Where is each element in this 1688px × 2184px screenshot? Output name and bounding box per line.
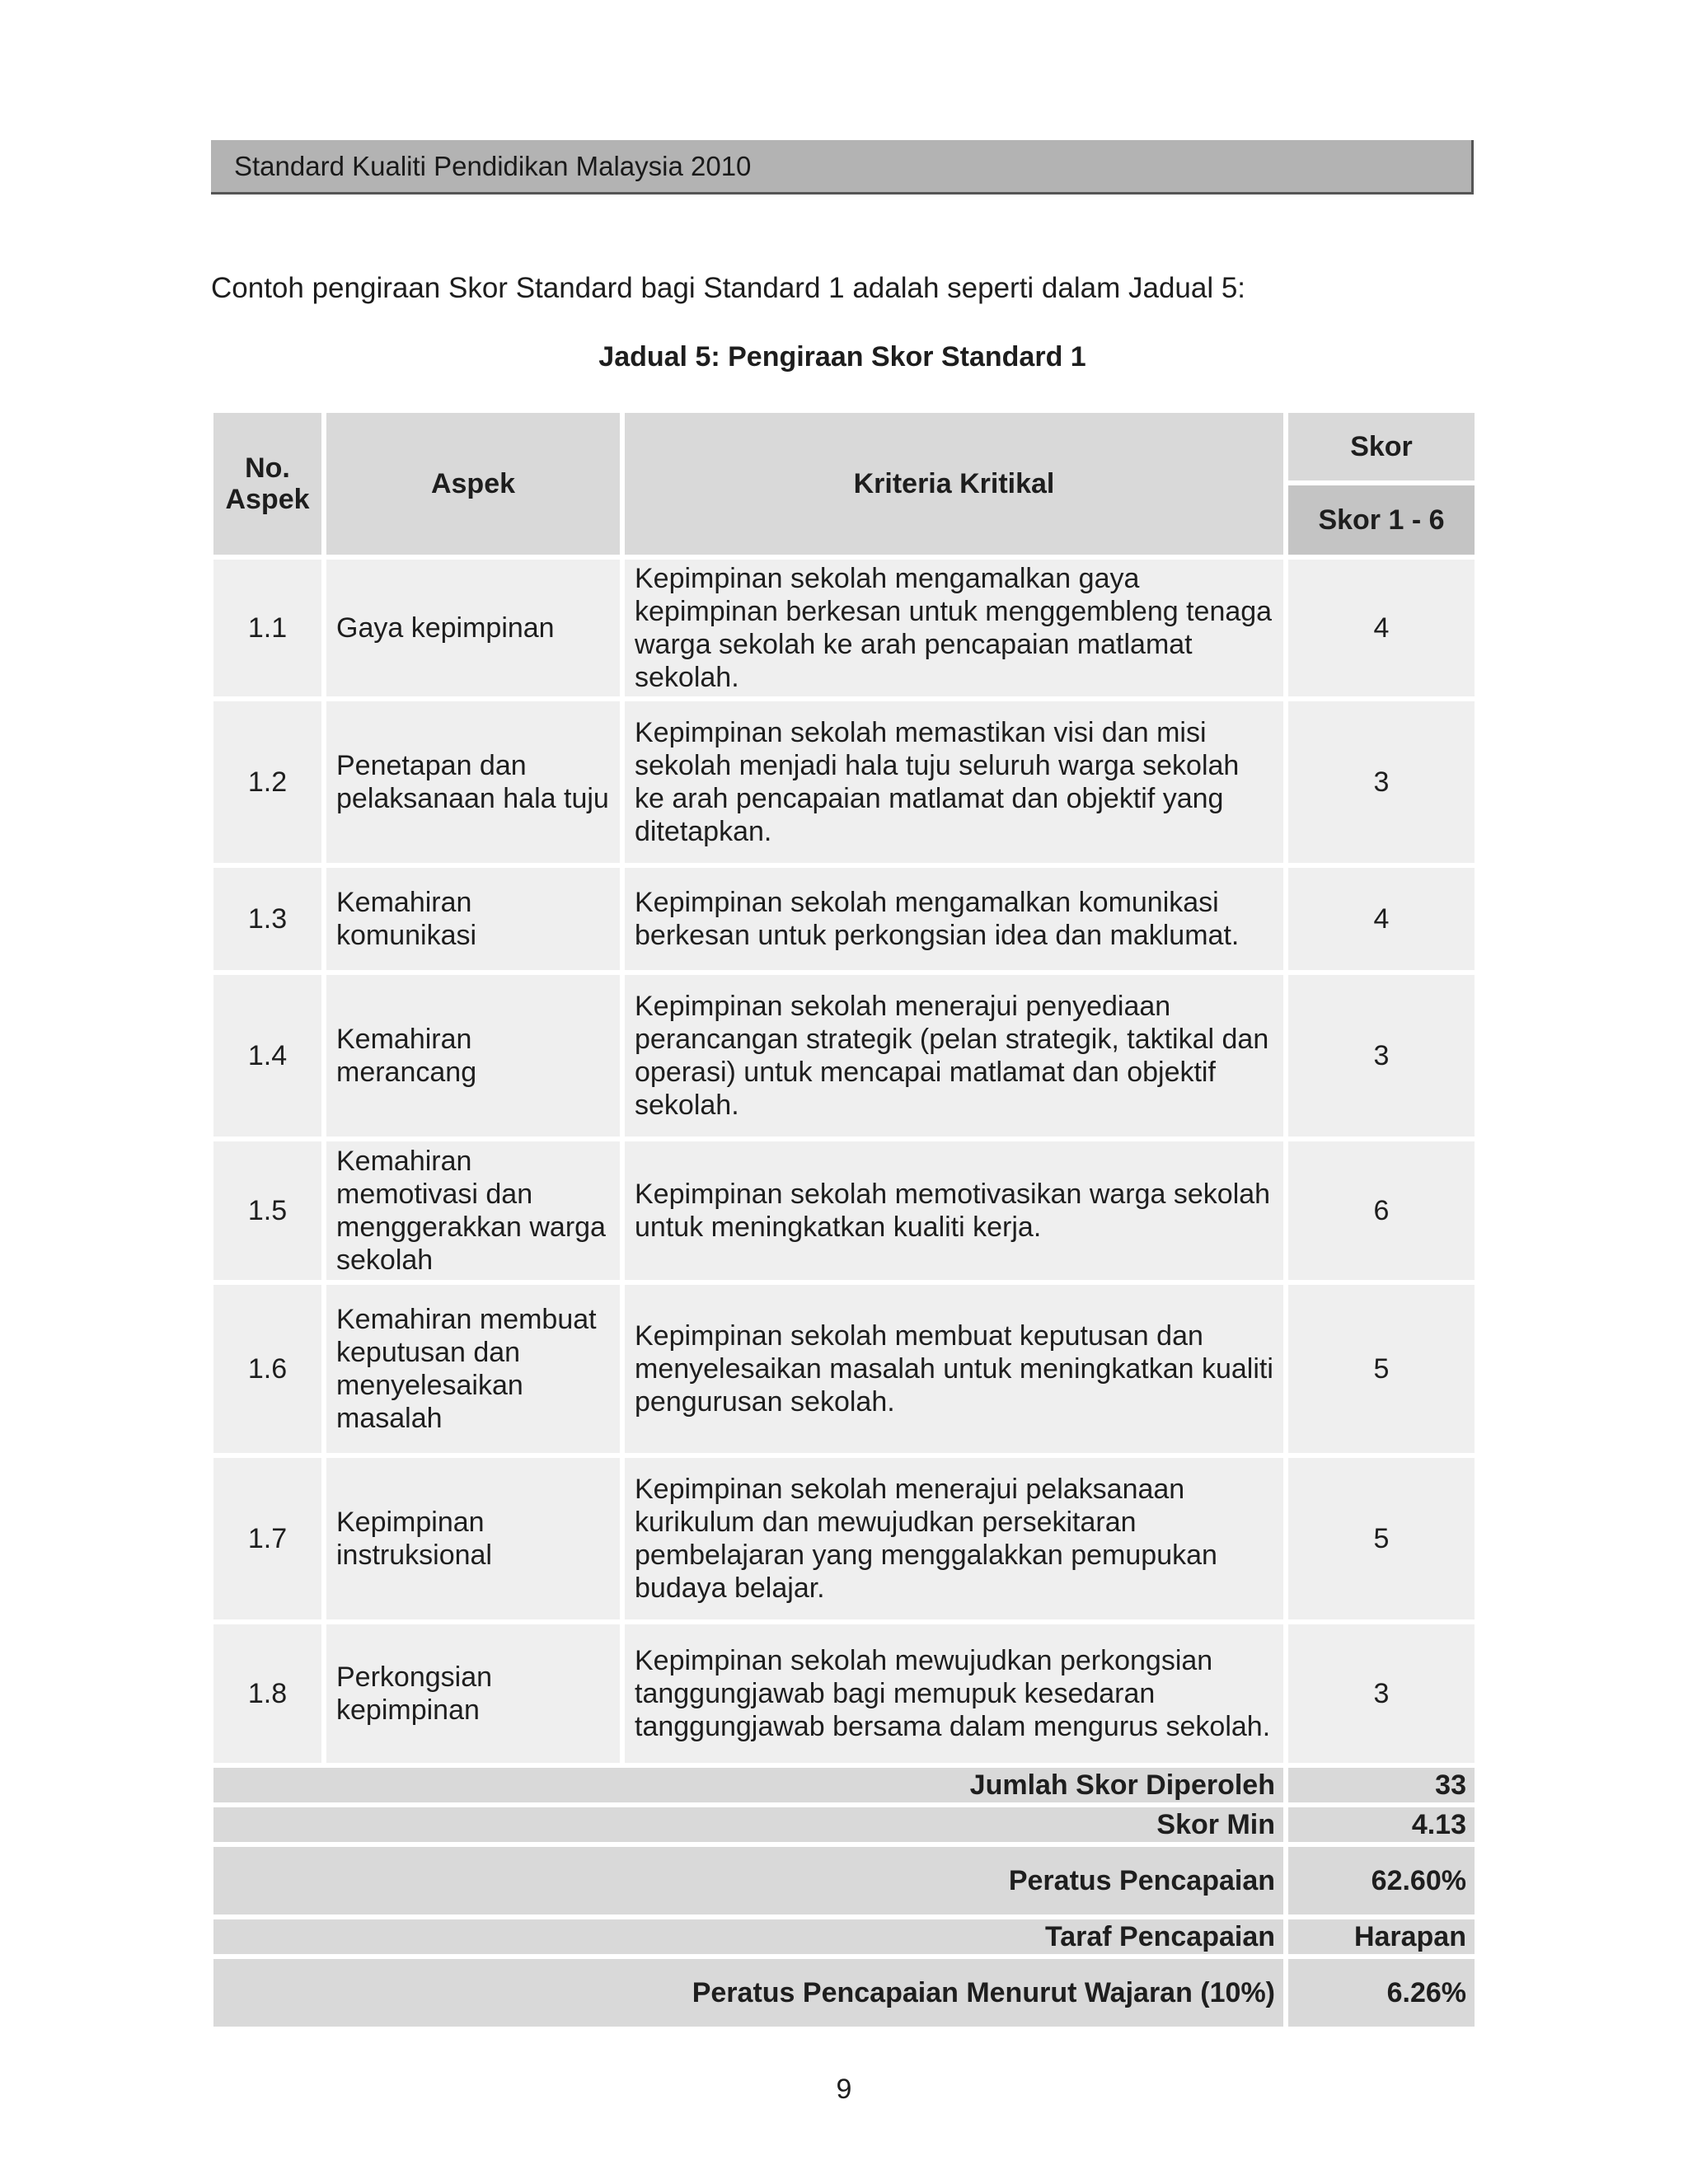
header-skor-range: Skor 1 - 6: [1288, 485, 1475, 555]
row-skor: 3: [1288, 1624, 1475, 1763]
summary-label: Peratus Pencapaian Menurut Wajaran (10%): [213, 1959, 1283, 2027]
row-no: 1.4: [213, 975, 321, 1137]
row-skor: 5: [1288, 1458, 1475, 1619]
summary-row-taraf: [213, 1919, 1475, 1954]
summary-row-skor-min: [213, 1807, 1475, 1842]
row-aspek: Kemahiran merancang: [326, 975, 620, 1137]
row-aspek: Kemahiran memotivasi dan menggerakkan warga sekolah: [326, 1141, 620, 1280]
header-kriteria: Kriteria Kritikal: [625, 413, 1283, 555]
summary-value: 6.26%: [1288, 1959, 1475, 2027]
row-aspek: Perkongsian kepimpinan: [326, 1624, 620, 1763]
document-header: [211, 140, 1474, 194]
summary-value: 4.13: [1288, 1807, 1475, 1842]
row-skor: 4: [1288, 868, 1475, 970]
row-kriteria: Kepimpinan sekolah menerajui pelaksanaan kurikulum dan mewujudkan persekitaran pembelajaran yang menggalakkan pemupukan budaya belajar.: [625, 1458, 1283, 1619]
score-table: [209, 408, 1479, 2032]
summary-value: Harapan: [1288, 1919, 1475, 1954]
row-skor: 5: [1288, 1285, 1475, 1453]
page-number: 9: [836, 2074, 852, 2105]
summary-value: 33: [1288, 1768, 1475, 1802]
intro-paragraph: Contoh pengiraan Skor Standard bagi Standard 1 adalah seperti dalam Jadual 5:: [211, 272, 1246, 304]
table-row: [213, 1285, 1475, 1453]
table-row: [213, 975, 1475, 1137]
row-no: 1.6: [213, 1285, 321, 1453]
summary-row-jumlah: [213, 1768, 1475, 1802]
row-kriteria: Kepimpinan sekolah mewujudkan perkongsian tanggungjawab bagi memupuk kesedaran tanggungjawab bersama dalam mengurus sekolah.: [625, 1624, 1283, 1763]
table-caption: Jadual 5: Pengiraan Skor Standard 1: [598, 341, 1086, 373]
row-kriteria: Kepimpinan sekolah memotivasikan warga sekolah untuk meningkatkan kualiti kerja.: [625, 1141, 1283, 1280]
row-no: 1.5: [213, 1141, 321, 1280]
row-no: 1.3: [213, 868, 321, 970]
summary-row-wajaran: [213, 1959, 1475, 2027]
table-row: [213, 701, 1475, 863]
row-no: 1.7: [213, 1458, 321, 1619]
summary-value: 62.60%: [1288, 1847, 1475, 1915]
row-no: 1.8: [213, 1624, 321, 1763]
header-no-aspek: No. Aspek: [213, 413, 321, 555]
summary-label: Taraf Pencapaian: [213, 1919, 1283, 1954]
table-row: [213, 868, 1475, 970]
summary-label: Jumlah Skor Diperoleh: [213, 1768, 1283, 1802]
row-kriteria: Kepimpinan sekolah menerajui penyediaan perancangan strategik (pelan strategik, taktikal dan operasi) untuk mencapai matlamat dan objektif sekolah.: [625, 975, 1283, 1137]
row-aspek: Kemahiran membuat keputusan dan menyelesaikan masalah: [326, 1285, 620, 1453]
row-no: 1.2: [213, 701, 321, 863]
row-skor: 6: [1288, 1141, 1475, 1280]
table-row: [213, 560, 1475, 696]
header-title: Standard Kualiti Pendidikan Malaysia 2010: [234, 150, 752, 181]
row-kriteria: Kepimpinan sekolah membuat keputusan dan menyelesaikan masalah untuk meningkatkan kualiti pengurusan sekolah.: [625, 1285, 1283, 1453]
row-aspek: Penetapan dan pelaksanaan hala tuju: [326, 701, 620, 863]
table-row: [213, 1624, 1475, 1763]
row-aspek: Gaya kepimpinan: [326, 560, 620, 696]
row-skor: 3: [1288, 701, 1475, 863]
summary-label: Skor Min: [213, 1807, 1283, 1842]
header-aspek: Aspek: [326, 413, 620, 555]
row-aspek: Kemahiran komunikasi: [326, 868, 620, 970]
header-skor: Skor: [1288, 413, 1475, 480]
row-no: 1.1: [213, 560, 321, 696]
summary-row-peratus: [213, 1847, 1475, 1915]
table-row: [213, 1141, 1475, 1280]
row-kriteria: Kepimpinan sekolah mengamalkan komunikasi berkesan untuk perkongsian idea dan maklumat.: [625, 868, 1283, 970]
row-skor: 4: [1288, 560, 1475, 696]
table-row: [213, 1458, 1475, 1619]
row-kriteria: Kepimpinan sekolah mengamalkan gaya kepimpinan berkesan untuk menggembleng tenaga warga sekolah ke arah pencapaian matlamat sekolah.: [625, 560, 1283, 696]
row-kriteria: Kepimpinan sekolah memastikan visi dan misi sekolah menjadi hala tuju seluruh warga sekolah ke arah pencapaian matlamat dan objektif yang ditetapkan.: [625, 701, 1283, 863]
row-skor: 3: [1288, 975, 1475, 1137]
row-aspek: Kepimpinan instruksional: [326, 1458, 620, 1619]
summary-label: Peratus Pencapaian: [213, 1847, 1283, 1915]
